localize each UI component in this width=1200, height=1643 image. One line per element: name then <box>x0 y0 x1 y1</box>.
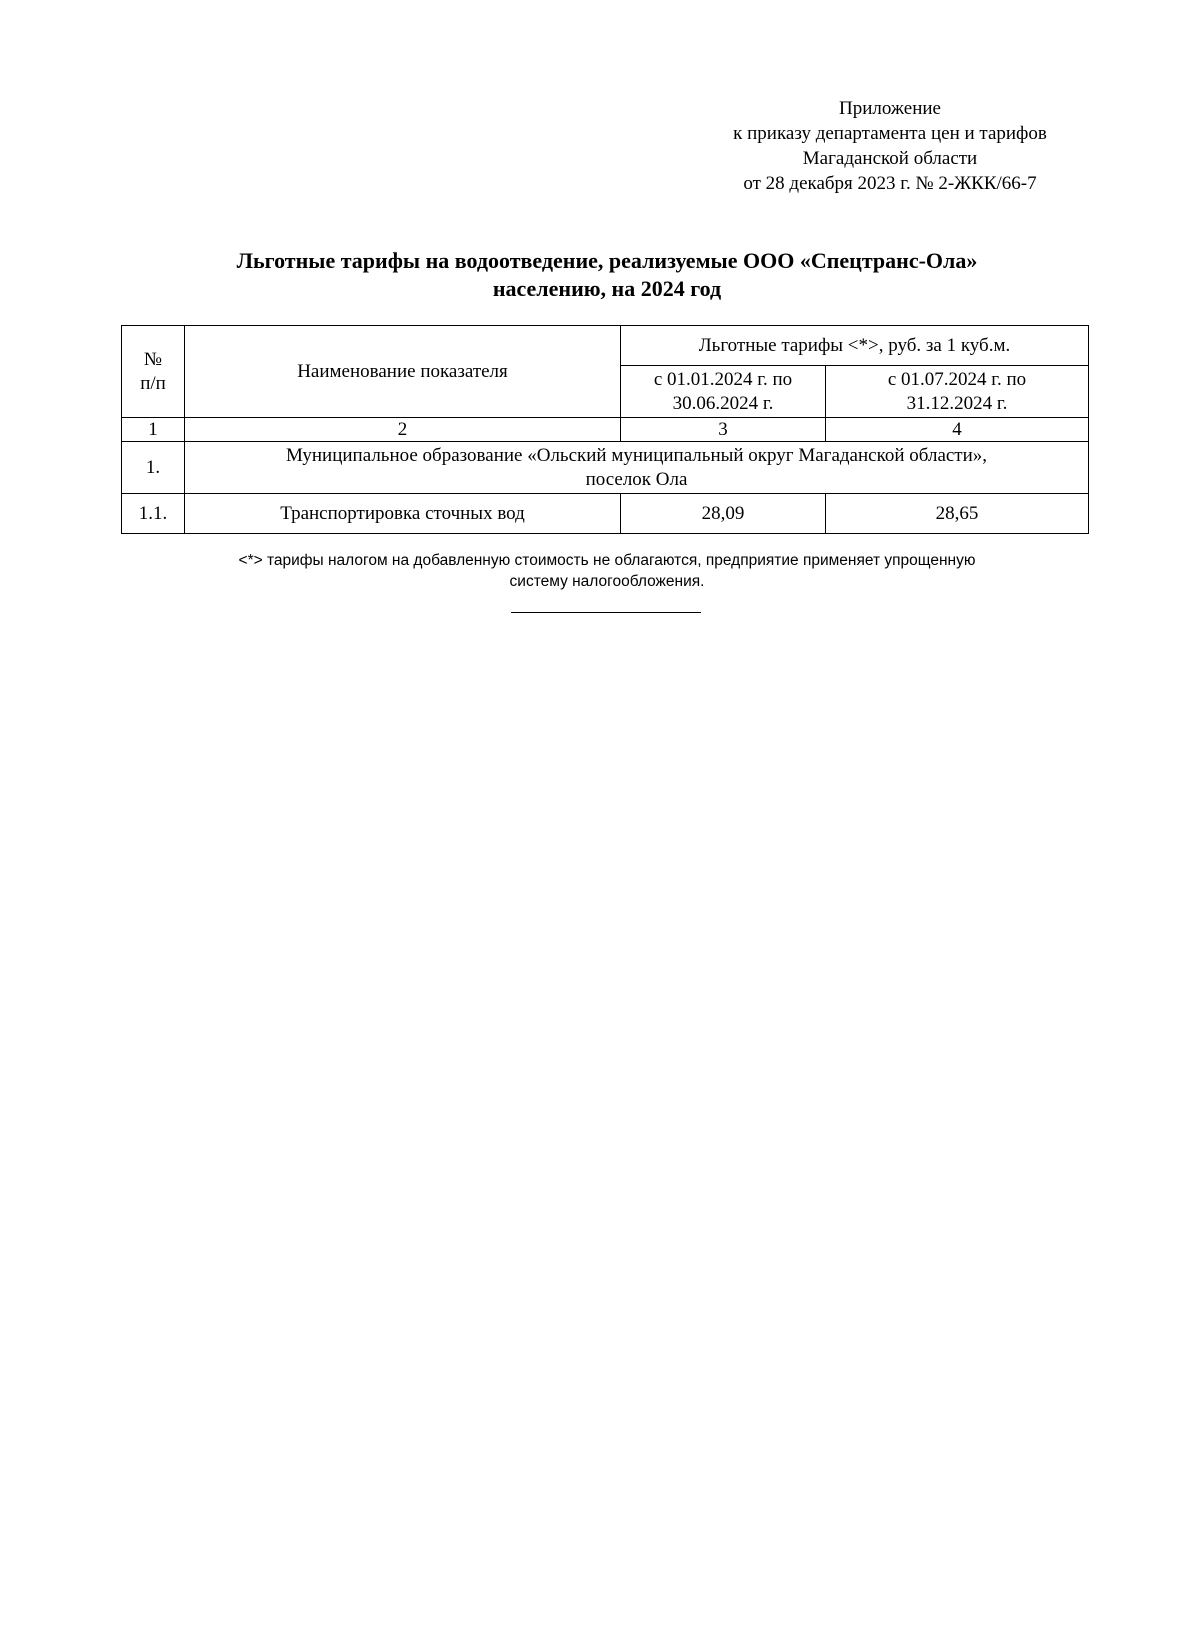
column-number-cell: 1 <box>122 418 185 442</box>
period-1-start: с 01.01.2024 г. по <box>653 368 793 390</box>
footnote-line: систему налогообложения. <box>509 573 705 590</box>
document-end-rule <box>511 612 701 613</box>
column-number-cell: 4 <box>826 418 1089 442</box>
header-num-abbr: п/п <box>140 372 166 394</box>
header-period-1-cell <box>621 366 826 418</box>
table-row <box>122 494 1089 534</box>
section-row <box>122 442 1089 494</box>
row-name-cell: Транспортировка сточных вод <box>185 494 621 534</box>
column-number-cell: 2 <box>185 418 621 442</box>
column-numbers-row <box>122 418 1089 442</box>
footnote <box>120 550 1094 592</box>
column-number-cell: 3 <box>621 418 826 442</box>
appendix-block <box>690 96 1090 196</box>
header-num-cell <box>122 326 185 418</box>
document-title <box>120 247 1094 303</box>
table-header-row <box>122 326 1089 366</box>
header-name-cell: Наименование показателя <box>185 326 621 418</box>
period-1-end: 30.06.2024 г. <box>672 392 774 414</box>
section-num-cell: 1. <box>122 442 185 494</box>
appendix-line: к приказу департамента цен и тарифов <box>733 123 1047 144</box>
period-2-end: 31.12.2024 г. <box>906 392 1008 414</box>
tariffs-table <box>121 325 1089 534</box>
appendix-line: Магаданской области <box>802 148 978 169</box>
appendix-order-reference: от 28 декабря 2023 г. № 2-ЖКК/66-7 <box>743 173 1037 194</box>
footnote-line: <*> тарифы налогом на добавленную стоимость не облагаются, предприятие применяет упрощенную <box>238 552 976 569</box>
header-num-symbol: № <box>143 348 163 370</box>
row-num-cell: 1.1. <box>122 494 185 534</box>
header-tariff-group-cell: Льготные тарифы <*>, руб. за 1 куб.м. <box>621 326 1089 366</box>
section-title-cell <box>185 442 1089 494</box>
row-tariff-period-2-cell: 28,65 <box>826 494 1089 534</box>
title-line: населению, на 2024 год <box>492 276 722 301</box>
appendix-line: Приложение <box>839 98 941 119</box>
header-period-2-cell <box>826 366 1089 418</box>
section-title-line: поселок Ола <box>585 468 688 490</box>
section-title-line: Муниципальное образование «Ольский муниципальный округ Магаданской области», <box>285 444 988 466</box>
period-2-start: с 01.07.2024 г. по <box>887 368 1027 390</box>
title-line: Льготные тарифы на водоотведение, реализуемые ООО «Спецтранс-Ола» <box>236 248 978 273</box>
row-tariff-period-1-cell: 28,09 <box>621 494 826 534</box>
